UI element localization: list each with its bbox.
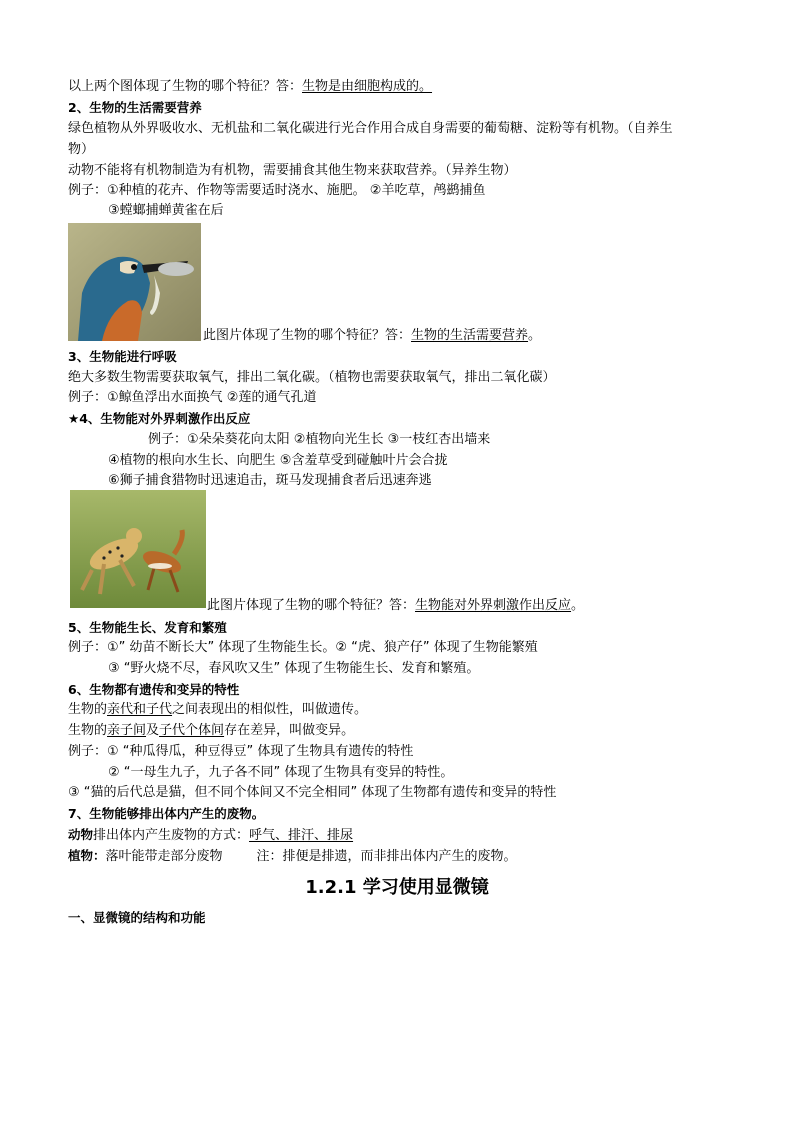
heading-6: 6、生物都有遗传和变异的特性 [68, 682, 240, 697]
heading-3: 3、生物能进行呼吸 [68, 349, 177, 364]
heading-7: 7、生物能够排出体内产生的废物。 [68, 806, 265, 821]
para-4c: ⑥狮子捕食猎物时迅速追击，斑马发现捕食者后迅速奔逃 [108, 473, 432, 488]
underline-animal-excretion: 呼气、排汗、排尿 [249, 828, 354, 843]
section-title: 1.2.1 学习使用显微镜 [305, 877, 489, 898]
para-4b: ④植物的根向水生长、向肥生 ⑤含羞草受到碰触叶片会合拢 [108, 453, 448, 468]
answer-cells: 生物是由细胞构成的。 [302, 79, 433, 94]
para-2a: 绿色植物从外界吸收水、无机盐和二氧化碳进行光合作用合成自身需要的葡萄糖、淀粉等有机物。（自养生 [68, 121, 673, 136]
answer-stimulus: 生物能对外界刺激作出反应 [415, 598, 572, 613]
para-6e: ③ “猫的后代总是猫，但不同个体间又不完全相同” 体现了生物都有遗传和变异的特性 [68, 785, 557, 800]
kingfisher-illustration [68, 223, 201, 341]
heading-2: 2、生物的生活需要营养 [68, 100, 202, 115]
para-6a: 生物的亲代和子代之间表现出的相似性，叫做遗传。 [68, 702, 368, 717]
subsection-1: 一、显微镜的结构和功能 [68, 910, 206, 925]
para-6b: 生物的亲子间及子代个体间存在差异，叫做变异。 [68, 723, 355, 738]
underline-offspring-individuals: 子代个体间 [159, 723, 225, 738]
para-2e: ③螳螂捕蝉黄雀在后 [108, 203, 224, 218]
para-5b: ③ “野火烧不尽，春风吹又生” 体现了生物能生长、发育和繁殖。 [108, 661, 480, 676]
para-6c: 例子：① “种瓜得瓜，种豆得豆” 体现了生物具有遗传的特性 [68, 744, 414, 759]
para-2b: 物） [68, 142, 95, 157]
cheetah-illustration [70, 490, 206, 608]
underline-parent-child: 亲子间 [107, 723, 147, 738]
underline-parent-offspring: 亲代和子代 [107, 702, 173, 717]
image2-question: 此图片体现了生物的哪个特征？答：生物能对外界刺激作出反应。 [207, 598, 585, 613]
heading-4: ★4、生物能对外界刺激作出反应 [68, 411, 251, 426]
heading-5: 5、生物能生长、发育和繁殖 [68, 620, 227, 635]
para-2d: 例子：①种植的花卉、作物等需要适时浇水、施肥。 ②羊吃草，鸬鹚捕鱼 [68, 183, 486, 198]
para-3b: 例子：①鲸鱼浮出水面换气 ②莲的通气孔道 [68, 390, 317, 405]
answer-nutrition: 生物的生活需要营养 [411, 328, 529, 343]
cheetah-photo [70, 490, 206, 608]
answer-line-1: 以上两个图体现了生物的哪个特征？答：生物是由细胞构成的。 [68, 79, 433, 94]
para-3a: 绝大多数生物需要获取氧气，排出二氧化碳。（植物也需要获取氧气，排出二氧化碳） [68, 370, 556, 385]
para-5a: 例子：①” 幼苗不断长大” 体现了生物能生长。② “虎、狼产仔” 体现了生物能繁殖 [68, 640, 538, 655]
para-2c: 动物不能将有机物制造为有机物，需要捕食其他生物来获取营养。（异养生物） [68, 163, 517, 178]
para-7a: 动物排出体内产生废物的方式：呼气、排汗、排尿 [68, 827, 354, 843]
image1-question: 此图片体现了生物的哪个特征？答：生物的生活需要营养。 [203, 328, 542, 343]
para-7b: 植物：落叶能带走部分废物 注：排便是排遗，而非排出体内产生的废物。 [68, 848, 517, 864]
para-4a: 例子：①朵朵葵花向太阳 ②植物向光生长 ③一枝红杏出墙来 [148, 432, 491, 447]
para-6d: ② “一母生九子，九子各不同” 体现了生物具有变异的特性。 [108, 765, 454, 780]
kingfisher-photo [68, 223, 201, 341]
